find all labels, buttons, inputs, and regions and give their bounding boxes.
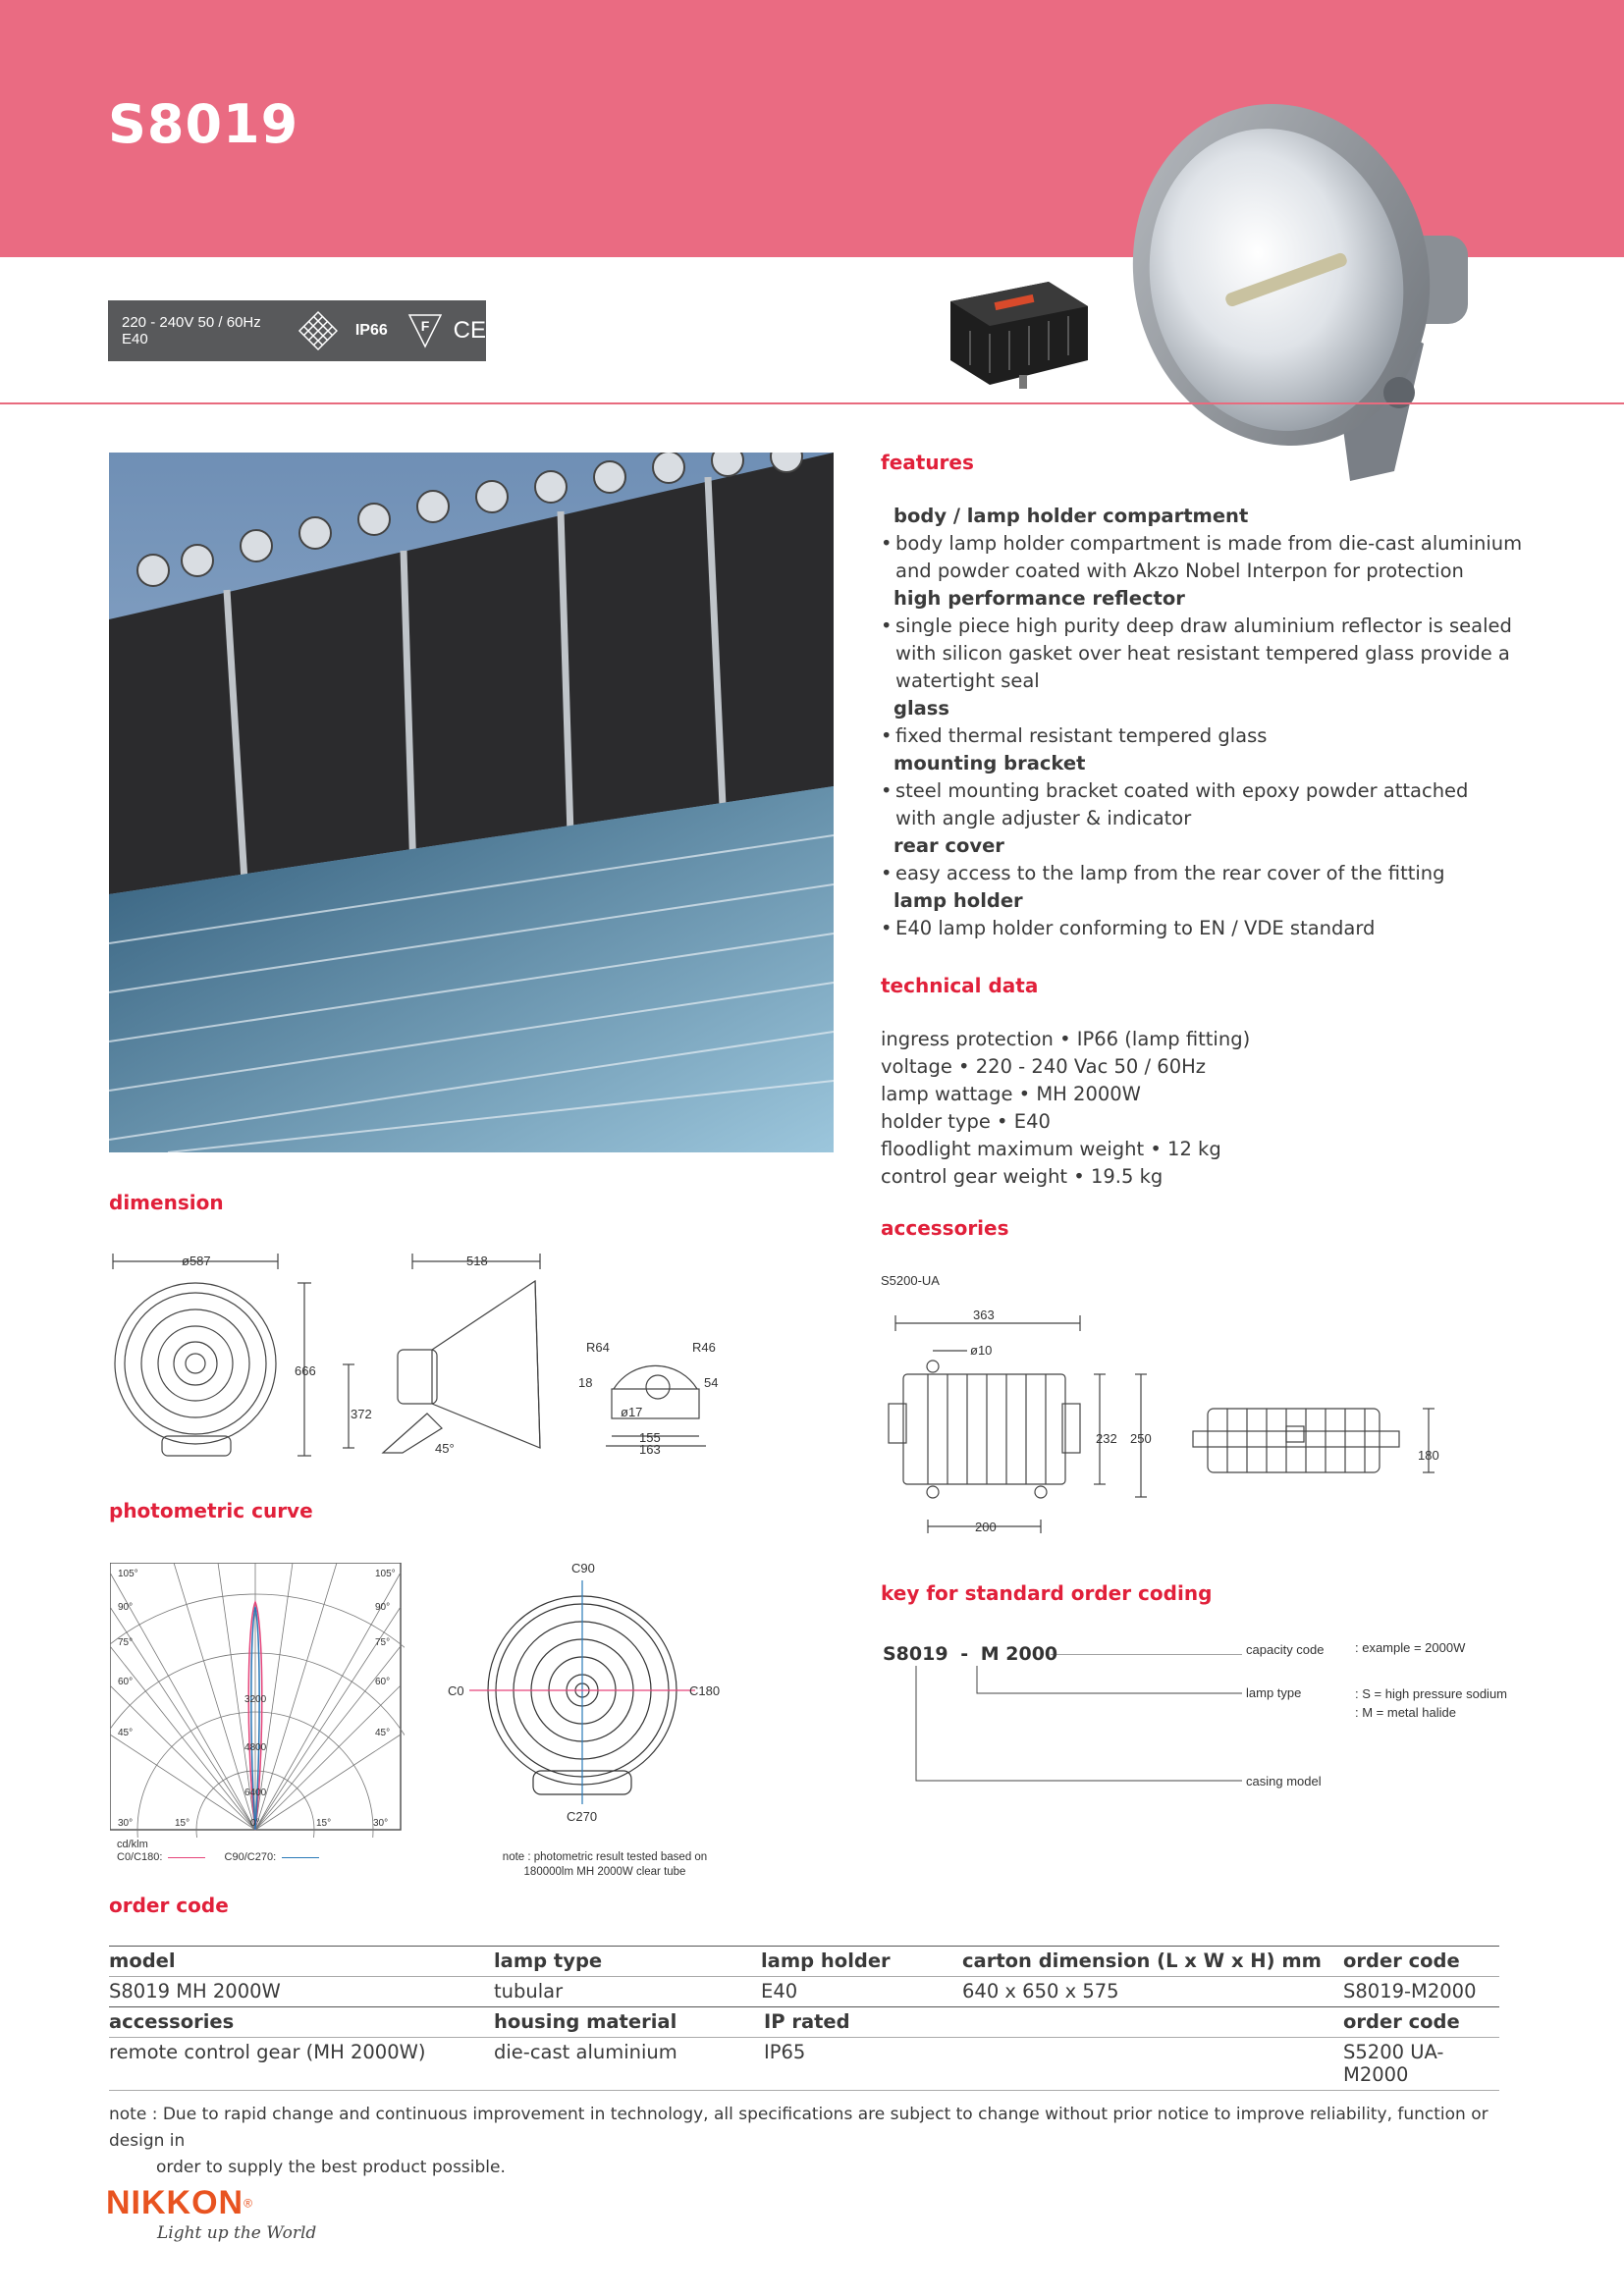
angle-label: 15° [175,1818,190,1829]
legend-c90-swatch [282,1857,319,1858]
c0-label: C0 [448,1683,464,1698]
accessories-title: accessories [881,1216,1009,1240]
dim-363: 363 [973,1308,995,1322]
technical-title: technical data [881,974,1039,997]
dim-200: 200 [975,1520,997,1534]
table-cell: die-cast aluminium [494,2038,761,2091]
control-gear-image [941,277,1098,395]
angle-label: 45° [375,1728,391,1738]
svg-text:F: F [420,318,430,334]
brand-logo [106,2184,252,2222]
dim-372: 372 [351,1407,372,1421]
tech-line: ingress protection • IP66 (lamp fitting) [881,1028,1251,1050]
c270-label: C270 [567,1809,598,1824]
dim-45: 45° [435,1441,455,1456]
dim-518: 518 [466,1254,488,1268]
value-label: 4800 [244,1742,267,1753]
table-cell: tubular [494,1977,761,2007]
photometric-note-line: note : photometric result tested based on [502,1851,708,1863]
features-list [881,503,1588,942]
table-header-cell: lamp type [494,1947,761,1977]
table-header-cell: lamp holder [761,1947,962,1977]
angle-label: 0° [250,1818,260,1829]
table-cell [962,2038,1343,2091]
feature-line: • easy access to the lamp from the rear cover of the fitting [881,860,1588,887]
f-mark-icon [407,311,442,350]
polar-diagram [110,1563,405,1838]
capacity-label: capacity code [1246,1642,1325,1657]
table-header-cell: IP rated [761,2007,962,2038]
dim-r64: R64 [586,1340,610,1355]
table-header-cell: carton dimension (L x W x H) mm [962,1947,1343,1977]
feature-line: and powder coated with Akzo Nobel Interpon for protection [895,560,1464,582]
table-cell: E40 [761,1977,962,2007]
order-code-title: order code [109,1894,229,1917]
photometric-orientation-drawing [442,1561,736,1836]
photometric-note [462,1850,747,1880]
table-header-cell [962,2007,1343,2038]
casing-label: casing model [1246,1774,1322,1789]
spec-badge [108,300,486,361]
table-header-cell: model [109,1947,494,1977]
angle-label: 45° [118,1728,134,1738]
table-header-cell: order code [1343,2007,1499,2038]
feature-heading: high performance reflector [893,587,1185,610]
legend-c0-swatch [168,1857,205,1858]
table-header-cell: accessories [109,2007,494,2038]
angle-label: 15° [316,1818,332,1829]
page-title: S8019 [108,93,299,155]
note-line: note : Due to rapid change and continuous improvement in technology, all specifications are subject to change without prior notice to improve reliability, function or design in [109,2105,1489,2151]
features-title: features [881,451,974,474]
dim-155: 155 [639,1430,661,1445]
order-code-table [109,1946,1499,2091]
table-header-cell: housing material [494,2007,761,2038]
table-cell: S8019 MH 2000W [109,1977,494,2007]
tech-line: lamp wattage • MH 2000W [881,1083,1141,1105]
angle-label: 90° [118,1602,134,1613]
photometric-note-line: 180000lm MH 2000W clear tube [523,1866,686,1878]
lamp-type-desc: : M = metal halide [1355,1705,1456,1720]
table-cell: IP65 [761,2038,962,2091]
photometric-title: photometric curve [109,1499,313,1522]
tech-line: voltage • 220 - 240 Vac 50 / 60Hz [881,1055,1207,1078]
feature-line: • E40 lamp holder conforming to EN / VDE standard [881,915,1588,942]
feature-line: • single piece high purity deep draw aluminium reflector is sealed [881,613,1588,640]
table-header-row [109,1947,1499,1977]
stadium-photo [109,453,834,1152]
dim-163: 163 [639,1442,661,1457]
ce-mark-icon: CE [453,317,486,344]
voltage-spec: 220 - 240V 50 / 60Hz E40 [122,314,261,347]
table-header-row [109,2007,1499,2038]
dimension-title: dimension [109,1191,224,1214]
angle-label: 105° [118,1569,138,1579]
lamp-type-desc: : S = high pressure sodium [1355,1686,1507,1701]
double-insulation-icon [298,310,338,351]
dim-d10: ø10 [970,1343,993,1358]
note-line: order to supply the best product possible. [156,2158,506,2177]
angle-label: 90° [375,1602,391,1613]
legend-c0-label: C0/C180: [117,1851,163,1863]
photometric-unit: cd/klm [117,1839,148,1850]
table-cell: 640 x 650 x 575 [962,1977,1343,2007]
floodlight-product-image [1129,98,1483,510]
table-row [109,1977,1499,2007]
legend-c90-label: C90/C270: [224,1851,277,1863]
dim-250: 250 [1130,1431,1152,1446]
feature-line: with angle adjuster & indicator [895,807,1192,829]
feature-heading: lamp holder [893,889,1023,912]
tech-line: control gear weight • 19.5 kg [881,1165,1164,1188]
table-row [109,2038,1499,2091]
dim-d17: ø17 [621,1405,643,1419]
angle-label: 60° [118,1677,134,1687]
feature-line: with silicon gasket over heat resistant tempered glass provide a [895,642,1510,665]
feature-heading: body / lamp holder compartment [893,505,1249,527]
value-label: 6400 [244,1788,267,1798]
divider-line [0,402,1624,404]
table-header-cell: order code [1343,1947,1499,1977]
feature-line: • steel mounting bracket coated with epoxy powder attached [881,777,1588,805]
brand-registered: ® [244,2196,252,2211]
disclaimer-note [109,2102,1523,2181]
c180-label: C180 [689,1683,721,1698]
code-type: M [980,1643,1000,1665]
feature-line: • body lamp holder compartment is made from die-cast aluminium [881,530,1588,558]
feature-line: watertight seal [895,669,1040,692]
angle-label: 30° [118,1818,134,1829]
feature-heading: glass [893,697,950,720]
accessory-model: S5200-UA [881,1273,940,1288]
feature-line: • fixed thermal resistant tempered glass [881,722,1588,750]
tech-line: floodlight maximum weight • 12 kg [881,1138,1221,1160]
dim-d587: ø587 [182,1254,211,1268]
accessory-dimension-drawing [874,1306,1463,1551]
ip-rating: IP66 [354,322,388,339]
technical-list [881,1026,1568,1191]
table-cell: S5200 UA-M2000 [1343,2038,1499,2091]
tech-line: holder type • E40 [881,1110,1051,1133]
angle-label: 105° [375,1569,396,1579]
angle-label: 60° [375,1677,391,1687]
brand-tagline: Light up the World [157,2223,317,2243]
dim-666: 666 [295,1363,316,1378]
lamp-type-label: lamp type [1246,1685,1302,1700]
dim-232: 232 [1096,1431,1117,1446]
order-key-leaders [913,1654,1247,1791]
angle-label: 75° [375,1637,391,1648]
feature-heading: rear cover [893,834,1004,857]
dim-180: 180 [1418,1448,1439,1463]
code-cap: 2000 [1005,1643,1058,1665]
photometric-legend [117,1851,325,1863]
code-dash: - [960,1643,969,1665]
order-key-title: key for standard order coding [881,1581,1213,1605]
angle-label: 30° [373,1818,389,1829]
c90-label: C90 [571,1561,595,1575]
dim-18: 18 [578,1375,593,1390]
dim-54: 54 [704,1375,719,1390]
dim-r46: R46 [692,1340,716,1355]
angle-label: 75° [118,1637,134,1648]
capacity-desc: : example = 2000W [1355,1640,1466,1655]
brand-name: NIKKON [106,2184,244,2221]
table-cell: remote control gear (MH 2000W) [109,2038,494,2091]
feature-heading: mounting bracket [893,752,1086,774]
table-cell: S8019-M2000 [1343,1977,1499,2007]
value-label: 3200 [244,1694,267,1705]
luminaire-dimension-drawing [103,1242,731,1468]
code-model: S8019 [883,1643,948,1665]
